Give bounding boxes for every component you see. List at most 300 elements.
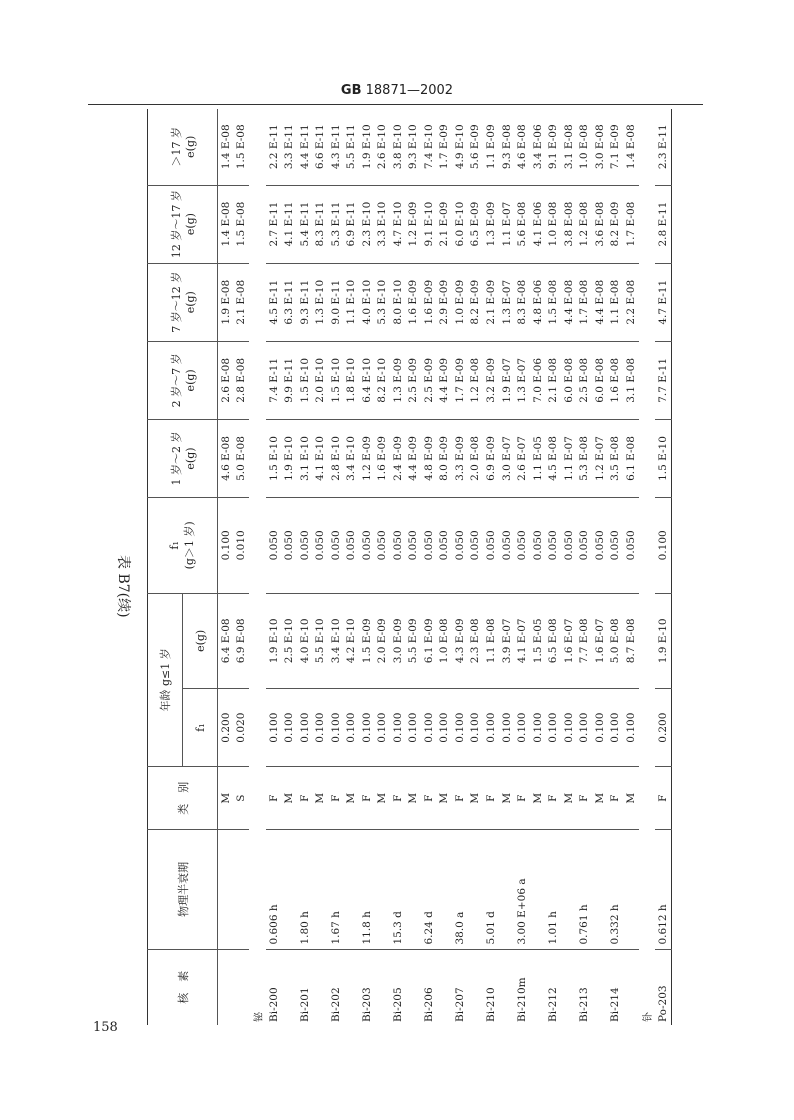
eg-age3-cell: 4.7 E-11 [655,263,671,341]
eg-age2-cell: 6.4 E-10 [359,341,375,419]
table-row [592,109,608,1025]
col-age-12-17 [148,185,218,263]
col-half-life: 物理半衰期 [148,830,218,949]
f1-cell: 0.050 [297,498,313,594]
nuclide-cell: Bi-202 [329,987,342,1022]
eg-infant-cell: 3.9 E-07 [499,593,515,689]
type-cell: M [218,767,234,830]
eg-infant-cell: 4.0 E-10 [297,593,313,689]
table-row [623,109,639,1025]
f1-cell: 0.050 [576,498,592,594]
f1-cell: 0.050 [328,498,344,594]
table-row [266,109,282,1025]
header-rule [88,104,703,105]
col-age-17-plus [148,109,218,185]
table-row [437,109,453,1025]
nuclide-cell [343,949,359,1025]
eg-age2-cell: 7.4 E-11 [266,341,282,419]
eg-age2-cell: 7.7 E-11 [655,341,671,419]
eg-infant-cell: 6.5 E-08 [545,593,561,689]
f1-sub-label: (g＞1 岁) [183,521,196,570]
f1-infant-cell: 0.100 [623,689,639,767]
f1-infant-cell: 0.200 [218,689,234,767]
eg-age3-cell: 4.8 E-06 [530,263,546,341]
eg-age2-cell: 9.9 E-11 [281,341,297,419]
eg-age2-cell: 7.0 E-06 [530,341,546,419]
eg-infant-cell: 2.3 E-08 [468,593,484,689]
type-cell: F [452,767,468,830]
eg-age5-cell: 7.4 E-10 [421,109,437,185]
f1-cell: 0.050 [607,498,623,594]
f1-infant-cell: 0.100 [545,689,561,767]
f1-cell: 0.050 [406,498,422,594]
f1-infant-cell: 0.100 [343,689,359,767]
eg-infant-cell: 2.5 E-10 [281,593,297,689]
half-life-cell: 0.332 h [607,830,623,949]
eg-age2-cell: 1.5 E-10 [297,341,313,419]
eg-age2-cell: 1.8 E-10 [343,341,359,419]
f1-cell: 0.010 [234,498,250,594]
eg-age3-cell: 1.3 E-07 [499,263,515,341]
eg-age1-cell: 1.6 E-09 [374,419,390,497]
eg-age5-cell: 3.1 E-08 [561,109,577,185]
eg-age2-cell: 1.3 E-09 [390,341,406,419]
eg-age2-cell: 2.5 E-09 [421,341,437,419]
f1-main-label: f₁ [168,541,181,550]
eg-age3-cell: 1.9 E-08 [218,263,234,341]
f1-cell: 0.050 [343,498,359,594]
nuclide-cell [623,949,639,1025]
type-cell: S [234,767,250,830]
table-row [514,109,530,1025]
eg-infant-cell: 2.0 E-09 [374,593,390,689]
eg-age4-cell: 5.3 E-11 [328,185,344,263]
table-title: 表 B7(续) [115,555,131,618]
eg-age4-cell: 2.7 E-11 [266,185,282,263]
f1-cell: 0.050 [437,498,453,594]
eg-age2-cell: 1.6 E-08 [607,341,623,419]
age2-eg: e(g) [184,369,197,392]
eg-age2-cell: 2.5 E-08 [576,341,592,419]
f1-cell: 0.050 [390,498,406,594]
table-row [576,109,592,1025]
nuclide-cell [374,949,390,1025]
table-row [545,109,561,1025]
type-cell: M [530,767,546,830]
eg-age3-cell: 4.4 E-08 [561,263,577,341]
eg-age1-cell: 1.2 E-09 [359,419,375,497]
eg-age4-cell: 1.2 E-08 [576,185,592,263]
f1-cell: 0.050 [281,498,297,594]
eg-age3-cell: 1.6 E-09 [406,263,422,341]
half-life-cell: 3.00 E+06 a [514,830,530,949]
eg-age2-cell: 2.1 E-08 [545,341,561,419]
eg-infant-cell: 4.2 E-10 [343,593,359,689]
eg-age3-cell: 1.1 E-08 [607,263,623,341]
type-cell: M [312,767,328,830]
eg-age1-cell: 3.5 E-08 [607,419,623,497]
eg-age2-cell: 1.9 E-07 [499,341,515,419]
nuclide-cell: Bi-212 [547,987,560,1022]
eg-age1-cell: 1.5 E-10 [266,419,282,497]
eg-age4-cell: 6.5 E-09 [468,185,484,263]
nuclide-cell: Bi-205 [391,987,404,1022]
eg-age2-cell: 6.0 E-08 [592,341,608,419]
type-cell: M [374,767,390,830]
eg-infant-cell: 8.7 E-08 [623,593,639,689]
eg-age1-cell: 1.9 E-10 [281,419,297,497]
f1-cell: 0.050 [468,498,484,594]
eg-age5-cell: 3.3 E-11 [281,109,297,185]
eg-age2-cell: 8.2 E-10 [374,341,390,419]
f1-cell: 0.050 [561,498,577,594]
rotated-table-container [147,109,672,1025]
table-row [421,109,437,1025]
type-cell: M [561,767,577,830]
f1-cell: 0.050 [483,498,499,594]
eg-age4-cell: 1.4 E-08 [218,185,234,263]
f1-infant-cell: 0.100 [437,689,453,767]
f1-infant-cell: 0.100 [421,689,437,767]
age3-eg: e(g) [184,291,197,314]
half-life-cell [312,830,328,949]
col-age-7-12 [148,263,218,341]
std-code: GB [340,83,362,98]
nuclide-cell [437,949,453,1025]
table-row [281,109,297,1025]
type-cell: M [281,767,297,830]
eg-infant-cell: 1.9 E-10 [655,593,671,689]
half-life-cell [561,830,577,949]
eg-age4-cell: 3.8 E-08 [561,185,577,263]
table-row [328,109,344,1025]
eg-age3-cell: 1.0 E-09 [452,263,468,341]
eg-infant-cell: 5.5 E-10 [312,593,328,689]
eg-age5-cell: 5.5 E-11 [343,109,359,185]
eg-infant-cell: 1.6 E-07 [592,593,608,689]
eg-age5-cell: 2.2 E-11 [266,109,282,185]
f1-cell: 0.050 [514,498,530,594]
eg-age2-cell: 6.0 E-08 [561,341,577,419]
eg-infant-cell: 1.1 E-08 [483,593,499,689]
nuclide-cell: Bi-213 [578,987,591,1022]
eg-age5-cell: 4.4 E-11 [297,109,313,185]
eg-age3-cell: 8.3 E-08 [514,263,530,341]
f1-infant-cell: 0.100 [607,689,623,767]
nuclide-cell: Bi-200 [267,987,280,1022]
eg-age4-cell: 2.8 E-11 [655,185,671,263]
age3-label: 7 岁～12 岁 [170,271,183,333]
col-f1-main [148,498,218,594]
eg-age1-cell: 2.8 E-10 [328,419,344,497]
type-cell: F [483,767,499,830]
f1-infant-cell: 0.100 [576,689,592,767]
half-life-cell: 6.24 d [421,830,437,949]
eg-age5-cell: 1.1 E-09 [483,109,499,185]
eg-age2-cell: 1.7 E-09 [452,341,468,419]
f1-infant-cell: 0.020 [234,689,250,767]
eg-age3-cell: 2.9 E-09 [437,263,453,341]
eg-age1-cell: 1.1 E-05 [530,419,546,497]
nuclide-cell [281,949,297,1025]
eg-age4-cell: 1.5 E-08 [234,185,250,263]
f1-infant-cell: 0.100 [530,689,546,767]
table-row [359,109,375,1025]
half-life-cell [281,830,297,949]
f1-cell: 0.050 [592,498,608,594]
eg-age1-cell: 4.6 E-08 [218,419,234,497]
half-life-cell [218,830,234,949]
nuclide-cell [530,949,546,1025]
f1-infant-cell: 0.100 [592,689,608,767]
eg-age4-cell: 8.2 E-09 [607,185,623,263]
f1-cell: 0.050 [623,498,639,594]
table-row [218,109,234,1025]
col-age-group: 年龄 g≤1 岁 [148,593,183,767]
eg-age1-cell: 2.0 E-08 [468,419,484,497]
nuclide-cell: Bi-203 [360,987,373,1022]
f1-infant-cell: 0.100 [266,689,282,767]
eg-age2-cell: 1.5 E-10 [328,341,344,419]
f1-infant-cell: 0.200 [655,689,671,767]
col-age-1-2 [148,419,218,497]
eg-age5-cell: 3.0 E-08 [592,109,608,185]
f1-cell: 0.050 [530,498,546,594]
f1-cell: 0.050 [312,498,328,594]
col-type: 类 别 [148,767,218,830]
eg-infant-cell: 5.0 E-08 [607,593,623,689]
table-row [390,109,406,1025]
half-life-cell [530,830,546,949]
dose-coefficient-table [147,109,672,1025]
eg-age2-cell: 3.2 E-09 [483,341,499,419]
eg-age5-cell: 5.6 E-09 [468,109,484,185]
eg-infant-cell: 4.3 E-09 [452,593,468,689]
eg-age3-cell: 9.0 E-11 [328,263,344,341]
f1-cell: 0.050 [499,498,515,594]
eg-age4-cell: 6.0 E-10 [452,185,468,263]
table-row [655,109,671,1025]
eg-age5-cell: 4.6 E-08 [514,109,530,185]
eg-age1-cell: 4.8 E-09 [421,419,437,497]
eg-age5-cell: 4.9 E-10 [452,109,468,185]
table-row [499,109,515,1025]
eg-age2-cell: 2.5 E-09 [406,341,422,419]
type-cell: F [655,767,671,830]
half-life-cell [437,830,453,949]
table-row [343,109,359,1025]
eg-infant-cell: 6.4 E-08 [218,593,234,689]
eg-age3-cell: 9.3 E-11 [297,263,313,341]
eg-age1-cell: 4.4 E-09 [406,419,422,497]
f1-cell: 0.100 [655,498,671,594]
table-row [312,109,328,1025]
eg-age4-cell: 5.4 E-11 [297,185,313,263]
eg-age5-cell: 1.5 E-08 [234,109,250,185]
age5-eg: e(g) [184,135,197,158]
nuclide-cell: Bi-210 [484,987,497,1022]
eg-age3-cell: 1.5 E-08 [545,263,561,341]
f1-cell: 0.050 [359,498,375,594]
eg-age2-cell: 2.6 E-08 [218,341,234,419]
eg-age1-cell: 4.1 E-10 [312,419,328,497]
eg-age1-cell: 8.0 E-09 [437,419,453,497]
eg-age5-cell: 7.1 E-09 [607,109,623,185]
table-row [374,109,390,1025]
type-cell: F [328,767,344,830]
age1-eg: e(g) [184,447,197,470]
f1-infant-cell: 0.100 [312,689,328,767]
table-row [297,109,313,1025]
eg-infant-cell: 1.9 E-10 [266,593,282,689]
half-life-cell: 1.67 h [328,830,344,949]
type-cell: F [390,767,406,830]
eg-age5-cell: 3.4 E-06 [530,109,546,185]
f1-cell: 0.050 [374,498,390,594]
f1-infant-cell: 0.100 [406,689,422,767]
table-row [607,109,623,1025]
eg-age1-cell: 1.2 E-07 [592,419,608,497]
nuclide-cell [234,949,250,1025]
nuclide-cell [312,949,328,1025]
half-life-cell: 15.3 d [390,830,406,949]
group-row [249,109,266,1025]
f1-infant-cell: 0.100 [390,689,406,767]
nuclide-cell: Bi-207 [453,987,466,1022]
type-cell: M [406,767,422,830]
eg-age5-cell: 4.3 E-11 [328,109,344,185]
eg-age5-cell: 1.9 E-10 [359,109,375,185]
f1-cell: 0.100 [218,498,234,594]
eg-infant-cell: 6.9 E-08 [234,593,250,689]
eg-age2-cell: 4.4 E-09 [437,341,453,419]
eg-age5-cell: 1.0 E-08 [576,109,592,185]
half-life-cell: 38.0 a [452,830,468,949]
half-life-cell: 5.01 d [483,830,499,949]
table-row [468,109,484,1025]
eg-age4-cell: 1.2 E-09 [406,185,422,263]
nuclide-cell: Bi-206 [422,987,435,1022]
std-number: 18871—2002 [365,83,454,98]
eg-age1-cell: 3.1 E-10 [297,419,313,497]
eg-age4-cell: 4.7 E-10 [390,185,406,263]
half-life-cell [234,830,250,949]
eg-infant-cell: 7.7 E-08 [576,593,592,689]
f1-cell: 0.050 [452,498,468,594]
type-cell: F [266,767,282,830]
table-row [406,109,422,1025]
half-life-cell [592,830,608,949]
type-cell: M [623,767,639,830]
type-cell: F [421,767,437,830]
nuclide-cell: Bi-210m [516,977,529,1022]
eg-age5-cell: 2.3 E-11 [655,109,671,185]
table-row [452,109,468,1025]
age5-label: ＞17 岁 [170,127,183,167]
eg-age4-cell: 3.6 E-08 [592,185,608,263]
eg-age4-cell: 1.0 E-08 [545,185,561,263]
eg-age3-cell: 2.1 E-08 [234,263,250,341]
eg-age1-cell: 2.4 E-09 [390,419,406,497]
eg-age5-cell: 9.3 E-08 [499,109,515,185]
table-row [561,109,577,1025]
eg-age2-cell: 2.0 E-10 [312,341,328,419]
f1-cell: 0.050 [266,498,282,594]
eg-age3-cell: 8.0 E-10 [390,263,406,341]
group-row [639,109,656,1025]
eg-infant-cell: 1.5 E-09 [359,593,375,689]
nuclide-cell: Po-203 [657,985,670,1022]
eg-age3-cell: 1.7 E-08 [576,263,592,341]
group-label: 铋 [253,1012,265,1022]
eg-age2-cell: 2.8 E-08 [234,341,250,419]
half-life-cell [374,830,390,949]
f1-infant-cell: 0.100 [483,689,499,767]
eg-age4-cell: 9.1 E-10 [421,185,437,263]
half-life-cell: 1.80 h [297,830,313,949]
f1-infant-cell: 0.100 [468,689,484,767]
f1-infant-cell: 0.100 [297,689,313,767]
nuclide-cell [406,949,422,1025]
half-life-cell [468,830,484,949]
type-cell: F [545,767,561,830]
half-life-cell [499,830,515,949]
group-label: 钋 [643,1012,655,1022]
eg-age5-cell: 9.1 E-09 [545,109,561,185]
eg-infant-cell: 6.1 E-09 [421,593,437,689]
f1-infant-cell: 0.100 [359,689,375,767]
eg-age1-cell: 6.9 E-09 [483,419,499,497]
eg-age1-cell: 5.3 E-08 [576,419,592,497]
eg-age5-cell: 2.6 E-10 [374,109,390,185]
eg-age1-cell: 3.3 E-09 [452,419,468,497]
type-cell: M [343,767,359,830]
f1-infant-cell: 0.100 [499,689,515,767]
table-row [530,109,546,1025]
eg-age4-cell: 1.1 E-07 [499,185,515,263]
half-life-cell [623,830,639,949]
eg-age3-cell: 4.0 E-10 [359,263,375,341]
nuclide-cell: Bi-201 [298,987,311,1022]
eg-age3-cell: 6.3 E-11 [281,263,297,341]
col-eg-infant: e(g) [183,593,218,689]
eg-age4-cell: 2.1 E-09 [437,185,453,263]
eg-age3-cell: 1.6 E-09 [421,263,437,341]
nuclide-cell [592,949,608,1025]
col-nuclide: 核 素 [148,949,218,1025]
eg-infant-cell: 5.5 E-09 [406,593,422,689]
page-header [0,83,794,98]
eg-infant-cell: 3.4 E-10 [328,593,344,689]
eg-age3-cell: 5.3 E-10 [374,263,390,341]
type-cell: F [297,767,313,830]
eg-age4-cell: 1.3 E-09 [483,185,499,263]
eg-age4-cell: 4.1 E-06 [530,185,546,263]
nuclide-cell: Bi-214 [609,987,622,1022]
eg-age3-cell: 8.2 E-09 [468,263,484,341]
age4-label: 12 岁～17 岁 [170,190,183,259]
eg-age5-cell: 1.7 E-09 [437,109,453,185]
type-cell: M [437,767,453,830]
eg-age5-cell: 1.4 E-08 [218,109,234,185]
type-cell: F [514,767,530,830]
eg-age2-cell: 1.3 E-07 [514,341,530,419]
f1-infant-cell: 0.100 [514,689,530,767]
eg-age1-cell: 4.5 E-08 [545,419,561,497]
half-life-cell [406,830,422,949]
type-cell: F [576,767,592,830]
eg-age2-cell: 1.2 E-08 [468,341,484,419]
